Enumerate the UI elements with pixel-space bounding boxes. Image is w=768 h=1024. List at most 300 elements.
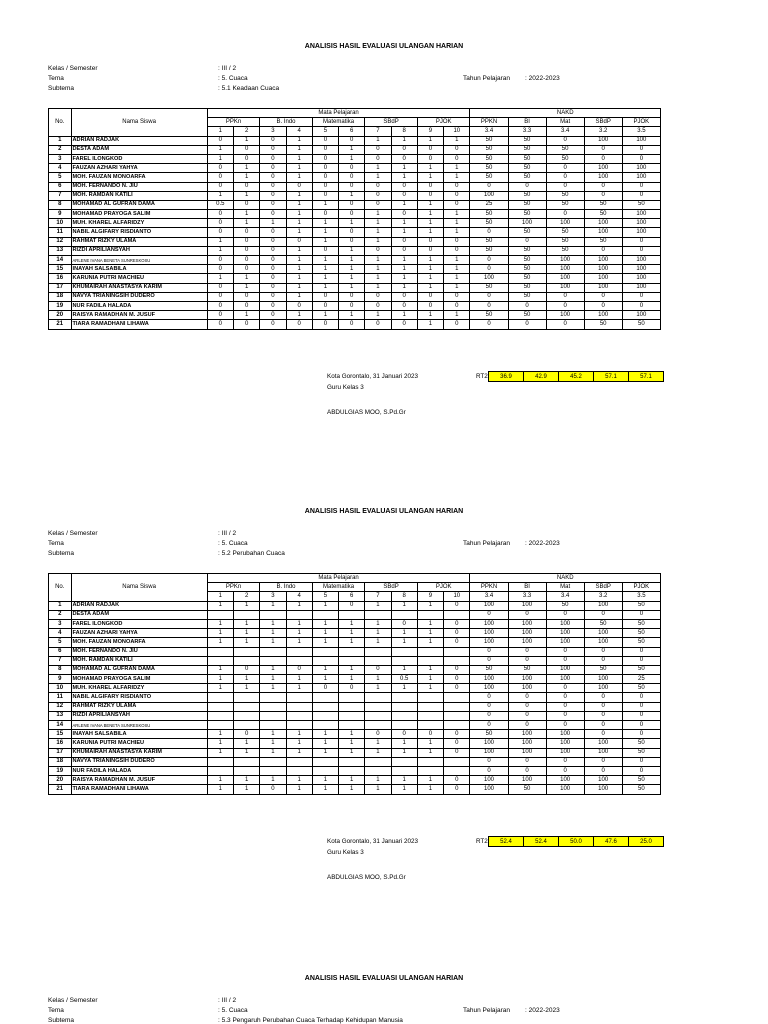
nakd-cell: 50 xyxy=(508,785,546,794)
table-row xyxy=(49,619,661,628)
score-cell: 0 xyxy=(233,301,259,310)
score-cell: 1 xyxy=(286,219,312,228)
nakd-cell: 50 xyxy=(546,237,584,246)
score-cell: 1 xyxy=(260,748,286,757)
score-cell xyxy=(260,757,286,766)
score-cell: 0 xyxy=(391,237,417,246)
score-cell: 1 xyxy=(260,638,286,647)
score-cell: 0 xyxy=(417,154,443,163)
nakd-cell: 50 xyxy=(508,265,546,274)
score-cell: 0.5 xyxy=(207,200,233,209)
score-cell: 0 xyxy=(339,200,365,209)
nakd-cell: 100 xyxy=(470,629,508,638)
score-cell: 1 xyxy=(365,785,391,794)
score-cell: 1 xyxy=(339,265,365,274)
score-cell: 1 xyxy=(365,675,391,684)
score-cell: 1 xyxy=(312,739,338,748)
subtema-value: : 5.1 Keadaan Cuaca xyxy=(218,85,280,92)
nakd-cell: 50 xyxy=(622,619,660,628)
score-cell xyxy=(391,702,417,711)
table-row xyxy=(49,647,661,656)
score-cell xyxy=(207,656,233,665)
question-number: 4 xyxy=(286,592,312,601)
nakd-cell: 100 xyxy=(546,739,584,748)
score-cell: 1 xyxy=(233,684,259,693)
student-name: DESTA ADAM xyxy=(71,610,207,619)
nakd-cell: 0 xyxy=(622,301,660,310)
score-cell: 0 xyxy=(339,684,365,693)
score-cell: 1 xyxy=(286,164,312,173)
score-cell: 0 xyxy=(233,182,259,191)
nakd-cell: 100 xyxy=(470,785,508,794)
student-name: FAUZAN AZHARI YAHYA xyxy=(71,629,207,638)
question-number: 3 xyxy=(260,127,286,136)
nakd-cell: 100 xyxy=(546,619,584,628)
nakd-cell: 0 xyxy=(622,693,660,702)
score-cell: 1 xyxy=(286,629,312,638)
nakd-cell: 0 xyxy=(546,292,584,301)
score-cell: 0 xyxy=(312,292,338,301)
score-cell: 1 xyxy=(391,136,417,145)
nakd-cell: 0 xyxy=(622,702,660,711)
score-cell xyxy=(339,721,365,730)
score-cell: 1 xyxy=(365,601,391,610)
student-name: TIARA RAMADHANI LIHAWA xyxy=(71,785,207,794)
student-name: MOH. RAMDAN KATILI xyxy=(71,656,207,665)
score-cell: 1 xyxy=(312,219,338,228)
table-row xyxy=(49,200,661,209)
nakd-cell: 50 xyxy=(470,730,508,739)
score-cell: 1 xyxy=(286,246,312,255)
score-cell: 0 xyxy=(444,191,470,200)
table-row xyxy=(49,785,661,794)
score-cell: 1 xyxy=(391,638,417,647)
score-cell: 0 xyxy=(260,136,286,145)
score-cell: 1 xyxy=(233,210,259,219)
score-cell xyxy=(207,702,233,711)
rt-label: RT2 xyxy=(476,373,488,380)
score-cell xyxy=(365,647,391,656)
table-row xyxy=(49,711,661,720)
score-cell: 0 xyxy=(339,301,365,310)
score-cell: 1 xyxy=(391,283,417,292)
score-cell: 1 xyxy=(286,228,312,237)
page-title: ANALISIS HASIL EVALUASI ULANGAN HARIAN xyxy=(304,43,464,50)
score-cell xyxy=(233,647,259,656)
row-number: 19 xyxy=(49,766,72,775)
question-number: 9 xyxy=(417,127,443,136)
table-row xyxy=(49,210,661,219)
score-cell: 1 xyxy=(207,274,233,283)
score-cell: 0 xyxy=(207,311,233,320)
student-name: FAREL ILONGKOD xyxy=(71,619,207,628)
nakd-cell: 100 xyxy=(508,739,546,748)
score-cell: 1 xyxy=(365,237,391,246)
score-cell: 1 xyxy=(391,219,417,228)
score-cell xyxy=(444,647,470,656)
score-cell: 1 xyxy=(286,311,312,320)
nakd-cell: 50 xyxy=(470,237,508,246)
score-cell: 1 xyxy=(391,601,417,610)
nakd-cell: 0 xyxy=(508,610,546,619)
score-cell: 1 xyxy=(286,256,312,265)
score-cell: 1 xyxy=(233,173,259,182)
nakd-cell: 50 xyxy=(508,210,546,219)
score-cell xyxy=(312,610,338,619)
nakd-cell: 0 xyxy=(622,292,660,301)
nakd-cell: 100 xyxy=(470,684,508,693)
score-cell: 1 xyxy=(286,173,312,182)
student-name: RAISYA RAMADHAN M. JUSUF xyxy=(71,311,207,320)
row-number: 17 xyxy=(49,283,72,292)
nakd-cell: 0 xyxy=(546,684,584,693)
nakd-cell: 0 xyxy=(508,647,546,656)
subject-header: PJOK xyxy=(417,118,470,127)
teacher-name: ABDULGIAS MOO, S.Pd.Gr xyxy=(327,874,406,881)
nakd-cell: 0 xyxy=(546,610,584,619)
nakd-cell: 0 xyxy=(622,656,660,665)
row-number: 7 xyxy=(49,191,72,200)
score-cell: 1 xyxy=(286,684,312,693)
row-number: 7 xyxy=(49,656,72,665)
score-cell: 1 xyxy=(233,601,259,610)
score-cell: 0 xyxy=(260,785,286,794)
subject-header: SBdP xyxy=(365,583,418,592)
score-cell: 0 xyxy=(233,237,259,246)
score-cell: 0 xyxy=(207,256,233,265)
score-cell xyxy=(312,693,338,702)
score-cell: 0 xyxy=(260,200,286,209)
student-name: ADRIAN RADJAK xyxy=(71,601,207,610)
nakd-cell: 100 xyxy=(584,311,622,320)
subject-header: B. Indo xyxy=(260,118,313,127)
guru-label: Guru Kelas 3 xyxy=(327,384,364,391)
score-cell: 0 xyxy=(339,164,365,173)
table-row xyxy=(49,246,661,255)
student-name: MUH. KHAREL ALFARIDZY xyxy=(71,219,207,228)
student-name: NUR FADILA HALADA xyxy=(71,301,207,310)
score-cell: 0 xyxy=(339,136,365,145)
rt-mat: 45.2 xyxy=(559,372,594,382)
kelas-value: : III / 2 xyxy=(218,530,237,537)
score-cell: 1 xyxy=(444,219,470,228)
teacher-name: ABDULGIAS MOO, S.Pd.Gr xyxy=(327,409,406,416)
score-cell xyxy=(391,693,417,702)
score-cell xyxy=(444,757,470,766)
nakd-cell: 100 xyxy=(584,675,622,684)
nakd-cell: 0 xyxy=(584,757,622,766)
nakd-cell: 0 xyxy=(470,711,508,720)
nakd-cell: 100 xyxy=(508,219,546,228)
kelas-label: Kelas / Semester xyxy=(48,65,98,72)
nakd-cell: 100 xyxy=(622,274,660,283)
student-name: RAISYA RAMADHAN M. JUSUF xyxy=(71,776,207,785)
score-cell: 1 xyxy=(417,283,443,292)
score-cell: 0 xyxy=(260,210,286,219)
student-name: MOHAMAD PRAYOGA SALIM xyxy=(71,210,207,219)
score-cell: 0 xyxy=(207,136,233,145)
score-cell: 0 xyxy=(391,191,417,200)
nakd-cell: 0 xyxy=(508,237,546,246)
score-cell xyxy=(286,702,312,711)
score-cell: 1 xyxy=(286,136,312,145)
nakd-cell: 0 xyxy=(622,237,660,246)
nakd-cell: 0 xyxy=(584,730,622,739)
score-cell: 1 xyxy=(260,619,286,628)
row-number: 12 xyxy=(49,237,72,246)
score-cell xyxy=(286,757,312,766)
nakd-cell: 50 xyxy=(546,200,584,209)
nakd-cell: 0 xyxy=(470,721,508,730)
score-cell: 0 xyxy=(312,246,338,255)
row-number: 15 xyxy=(49,265,72,274)
score-cell: 1 xyxy=(312,274,338,283)
score-cell: 1 xyxy=(444,283,470,292)
score-cell: 1 xyxy=(444,311,470,320)
score-cell: 1 xyxy=(339,219,365,228)
nakd-cell: 0 xyxy=(622,154,660,163)
score-cell: 0 xyxy=(260,256,286,265)
subject-header: SBdP xyxy=(365,118,418,127)
score-cell xyxy=(391,766,417,775)
nakd-cell: 100 xyxy=(508,638,546,647)
nakd-cell: 0 xyxy=(584,721,622,730)
table-row xyxy=(49,721,661,730)
score-cell: 1 xyxy=(339,785,365,794)
score-cell xyxy=(417,656,443,665)
nakd-cell: 0 xyxy=(508,766,546,775)
tema-value: : 5. Cuaca xyxy=(218,540,248,547)
nakd-cell: 100 xyxy=(546,629,584,638)
score-cell xyxy=(444,610,470,619)
score-cell xyxy=(444,656,470,665)
score-cell: 1 xyxy=(391,256,417,265)
score-cell: 0 xyxy=(286,237,312,246)
table-row xyxy=(49,776,661,785)
score-cell: 1 xyxy=(391,274,417,283)
row-number: 16 xyxy=(49,274,72,283)
nakd-subject-header: PJOK xyxy=(622,583,660,592)
score-cell: 1 xyxy=(365,219,391,228)
score-cell xyxy=(417,711,443,720)
score-cell: 0.5 xyxy=(391,675,417,684)
row-number: 8 xyxy=(49,665,72,674)
score-cell xyxy=(233,757,259,766)
score-cell: 1 xyxy=(233,164,259,173)
nama-header: Nama Siswa xyxy=(71,109,207,137)
nakd-cell: 100 xyxy=(508,675,546,684)
row-number: 18 xyxy=(49,292,72,301)
score-cell: 1 xyxy=(312,629,338,638)
nakd-subject-header: PPKN xyxy=(470,118,508,127)
student-name: MOHAMAD AL GUFRAN DAMA xyxy=(71,665,207,674)
nakd-cell: 50 xyxy=(546,154,584,163)
score-cell xyxy=(391,610,417,619)
score-cell: 0 xyxy=(417,191,443,200)
score-cell xyxy=(286,766,312,775)
nakd-cell: 100 xyxy=(622,283,660,292)
nakd-cell: 100 xyxy=(546,283,584,292)
score-cell: 1 xyxy=(417,274,443,283)
header-row-1 xyxy=(49,109,661,118)
nakd-cell: 0 xyxy=(470,301,508,310)
score-cell xyxy=(365,610,391,619)
score-cell xyxy=(391,711,417,720)
score-cell: 1 xyxy=(391,665,417,674)
score-cell: 1 xyxy=(260,684,286,693)
row-number: 4 xyxy=(49,164,72,173)
table-row xyxy=(49,145,661,154)
score-cell: 0 xyxy=(286,320,312,329)
question-number: 10 xyxy=(444,592,470,601)
nakd-cell: 0 xyxy=(470,656,508,665)
score-cell: 1 xyxy=(233,274,259,283)
score-cell xyxy=(365,757,391,766)
nakd-cell: 0 xyxy=(584,191,622,200)
nakd-cell: 0 xyxy=(622,182,660,191)
score-cell: 1 xyxy=(417,739,443,748)
row-number: 17 xyxy=(49,748,72,757)
score-cell: 0 xyxy=(260,164,286,173)
score-cell: 0 xyxy=(260,292,286,301)
nakd-cell: 100 xyxy=(470,619,508,628)
score-cell xyxy=(207,610,233,619)
student-name: MUH. KHAREL ALFARIDZY xyxy=(71,684,207,693)
nakd-subject-header: Mat xyxy=(546,118,584,127)
student-name: RIZDI APRILIANSYAH xyxy=(71,246,207,255)
nakd-cell: 0 xyxy=(470,292,508,301)
score-cell: 1 xyxy=(417,228,443,237)
nakd-cell: 0 xyxy=(470,228,508,237)
score-cell: 0 xyxy=(391,619,417,628)
nakd-cell: 0 xyxy=(622,610,660,619)
row-number: 16 xyxy=(49,739,72,748)
score-cell: 1 xyxy=(233,619,259,628)
table-row xyxy=(49,274,661,283)
score-cell: 0 xyxy=(207,320,233,329)
score-cell: 1 xyxy=(339,739,365,748)
score-cell: 1 xyxy=(444,136,470,145)
score-cell xyxy=(260,647,286,656)
score-cell: 0 xyxy=(286,665,312,674)
nakd-cell: 100 xyxy=(508,748,546,757)
nakd-cell: 50 xyxy=(546,246,584,255)
tahun-value: : 2022-2023 xyxy=(525,75,560,82)
no-header: No. xyxy=(49,109,72,137)
subject-header: Matematika xyxy=(312,118,365,127)
nakd-cell: 100 xyxy=(470,739,508,748)
score-cell: 1 xyxy=(207,665,233,674)
score-cell: 0 xyxy=(339,237,365,246)
table-row xyxy=(49,237,661,246)
student-name: MOHAMAD AL GUFRAN DAMA xyxy=(71,200,207,209)
nakd-cell: 0 xyxy=(622,766,660,775)
nakd-header: NAKD xyxy=(470,574,661,583)
score-cell: 1 xyxy=(417,776,443,785)
nakd-cell: 100 xyxy=(546,265,584,274)
nakd-cell: 25 xyxy=(622,675,660,684)
score-cell: 1 xyxy=(286,739,312,748)
score-cell: 0 xyxy=(286,301,312,310)
score-cell: 1 xyxy=(207,785,233,794)
nakd-cell: 0 xyxy=(508,301,546,310)
subtema-value: : 5.2 Perubahan Cuaca xyxy=(218,550,285,557)
nakd-cell: 50 xyxy=(584,665,622,674)
nakd-cell: 0 xyxy=(584,301,622,310)
nakd-cell: 0 xyxy=(470,702,508,711)
tema-value: : 5. Cuaca xyxy=(218,75,248,82)
nakd-cell: 0 xyxy=(470,647,508,656)
score-cell: 1 xyxy=(339,283,365,292)
score-cell: 1 xyxy=(207,739,233,748)
kd-code: 3.5 xyxy=(622,127,660,136)
row-number: 13 xyxy=(49,711,72,720)
nakd-header: NAKD xyxy=(470,109,661,118)
nakd-cell: 100 xyxy=(546,665,584,674)
table-row xyxy=(49,610,661,619)
nakd-cell: 50 xyxy=(508,274,546,283)
subject-header: PPKn xyxy=(207,118,260,127)
score-cell: 1 xyxy=(417,785,443,794)
nakd-cell: 0 xyxy=(546,656,584,665)
nakd-cell: 0 xyxy=(508,721,546,730)
kd-code: 3.4 xyxy=(546,127,584,136)
nakd-cell: 100 xyxy=(622,210,660,219)
score-cell xyxy=(286,610,312,619)
kd-code: 3.3 xyxy=(508,127,546,136)
score-cell: 1 xyxy=(391,265,417,274)
score-cell xyxy=(286,721,312,730)
student-name: ARLENE IVANA BENETA SUNRESKOSU xyxy=(71,256,207,265)
score-cell xyxy=(444,693,470,702)
score-cell: 0 xyxy=(260,320,286,329)
score-cell: 1 xyxy=(365,265,391,274)
score-cell: 1 xyxy=(339,629,365,638)
nakd-cell: 50 xyxy=(508,665,546,674)
score-cell xyxy=(260,693,286,702)
row-number: 9 xyxy=(49,210,72,219)
score-cell: 0 xyxy=(233,256,259,265)
score-cell: 0 xyxy=(444,748,470,757)
nakd-cell: 50 xyxy=(584,320,622,329)
score-cell: 1 xyxy=(260,219,286,228)
score-cell: 1 xyxy=(391,776,417,785)
score-cell xyxy=(391,647,417,656)
nakd-cell: 0 xyxy=(584,246,622,255)
rt-mat: 50.0 xyxy=(559,837,594,847)
score-cell xyxy=(339,702,365,711)
score-cell: 1 xyxy=(417,684,443,693)
score-cell: 1 xyxy=(233,311,259,320)
kd-code: 3.4 xyxy=(470,592,508,601)
score-cell: 1 xyxy=(233,219,259,228)
score-cell: 0 xyxy=(417,246,443,255)
score-cell xyxy=(417,766,443,775)
score-cell xyxy=(365,656,391,665)
table-row xyxy=(49,656,661,665)
score-cell: 1 xyxy=(312,200,338,209)
score-cell: 0 xyxy=(207,283,233,292)
score-cell: 1 xyxy=(365,748,391,757)
table-row xyxy=(49,739,661,748)
student-name: DESTA ADAM xyxy=(71,145,207,154)
score-cell: 1 xyxy=(207,776,233,785)
row-number: 10 xyxy=(49,219,72,228)
question-number: 8 xyxy=(391,127,417,136)
question-number: 6 xyxy=(339,127,365,136)
student-name: RAHMAT RIZKY ULAMA xyxy=(71,702,207,711)
row-number: 13 xyxy=(49,246,72,255)
